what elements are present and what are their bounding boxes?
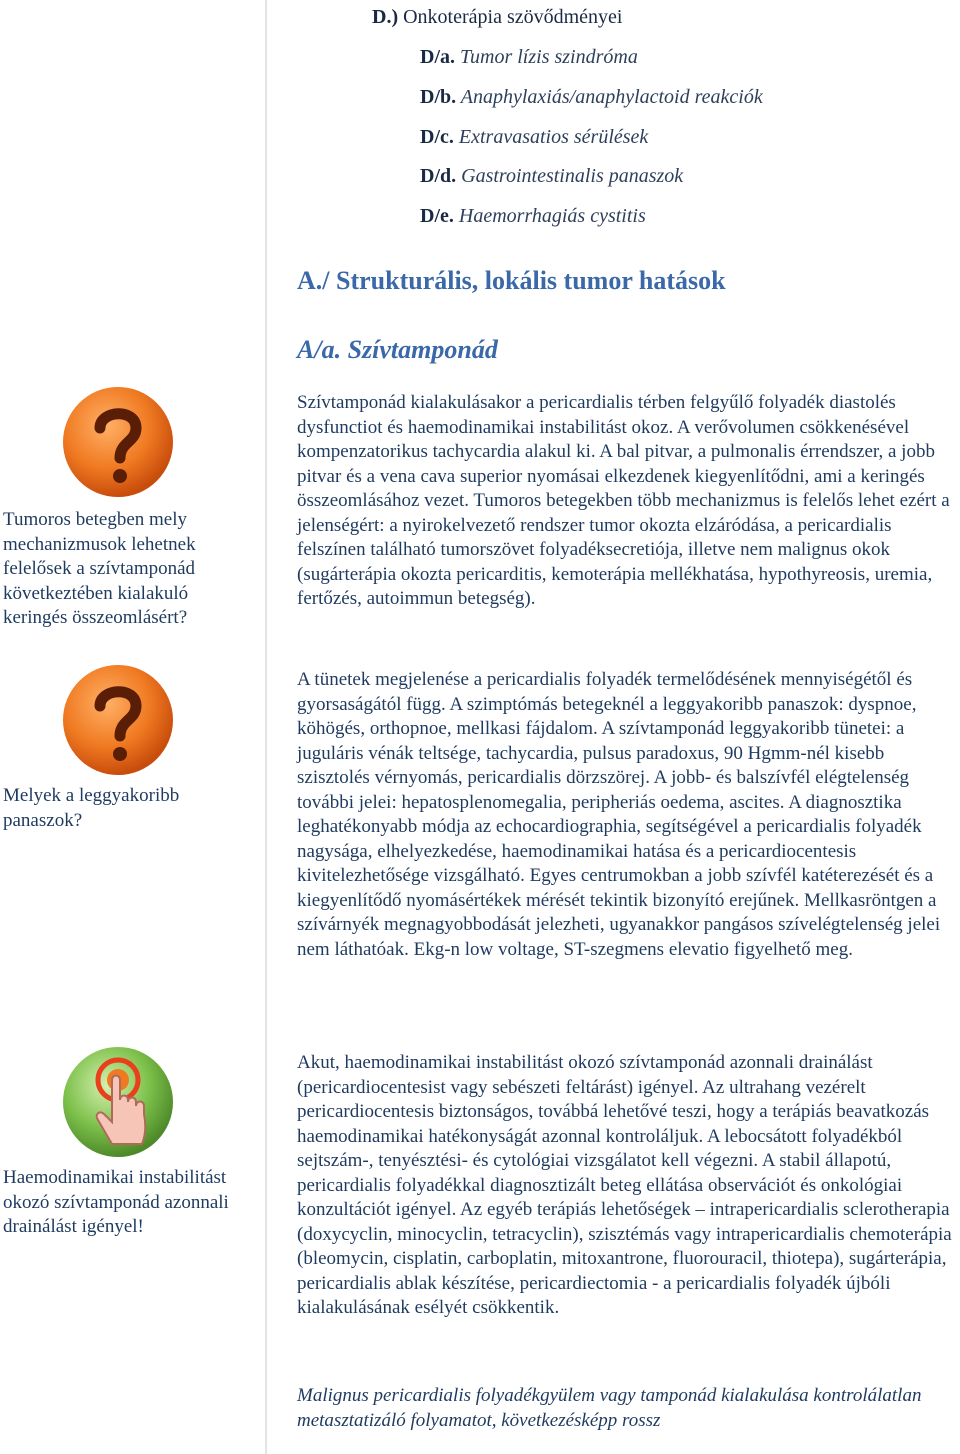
- question-mark-icon: [60, 662, 176, 778]
- outline-item-code: D/c.: [420, 126, 454, 148]
- outline-heading-label: D.): [372, 6, 399, 28]
- outline-item-text: Haemorrhagiás cystitis: [458, 205, 646, 227]
- sidebar-note-mechanisms: Tumoros betegben mely mechanizmusok lehetnek felelősek a szívtamponád következtében kialakuló keringés összeomlásért?: [3, 509, 196, 628]
- outline-item-text: Tumor lízis szindróma: [460, 46, 638, 68]
- outline-item-code: D/d.: [420, 165, 457, 187]
- outline-item-text: Extravasatios sérülések: [458, 126, 649, 148]
- outline-heading: [372, 6, 622, 29]
- outline-item-code: D/a.: [420, 46, 455, 68]
- outline-item-text: Gastrointestinalis panaszok: [461, 165, 684, 187]
- outline-item: [420, 46, 638, 69]
- paragraph-prognosis: Malignus pericardialis folyadékgyülem vagy tamponád kialakulása kontrolálatlan metasztatizáló folyamatot, következésképp rossz: [297, 1385, 922, 1431]
- outline-item: [420, 86, 763, 109]
- outline-heading-text: Onkoterápia szövődményei: [403, 6, 623, 28]
- subsection-title: A/a. Szívtamponád: [297, 335, 498, 364]
- outline-item: [420, 126, 648, 149]
- outline-item: [420, 205, 646, 228]
- section-title: A./ Strukturális, lokális tumor hatások: [297, 266, 726, 295]
- paragraph-treatment: Akut, haemodinamikai instabilitást okozó szívtamponád azonnali drainálást (pericardiocentesist vagy sebészeti feltárást) igényel. Az ultrahang vezérelt pericardiocentesis biztonságos, továbbá lehetővé teszi, hogy a terápiás beavatkozás haemodinamikai hatékonyságát azonnal kontroláljuk. A lebocsátott folyadékból sejtszám-, tenyésztési- és cytológiai vizsgálatot kell végezni. A stabil állapotú, pericardialis folyadékkal diagnosztizált beteg ellátása observációt és onkológiai konzultációt igényel. Az egyéb terápiás lehetőségek – intrapericardialis sclerotherapia (doxycyclin, minocyclin, tetracyclin), szisztémás vagy intrapericardialis chemoterápia (bleomycin, cisplatin, carboplatin, mitoxantrone, fluorouracil, thiotepa), sugárterápia, pericardialis ablak készítése, pericardiectomia - a pericardialis folyadék újbóli kialakulásának esélyét csökkentik.: [297, 1052, 952, 1318]
- paragraph-mechanism: Szívtamponád kialakulásakor a pericardialis térben felgyűlő folyadék diastolés dysfunctiot és haemodinamikai instabilitást okoz. A verővolumen csökkenésével kompenzatorikus tachycardia alakul ki. A bal pitvar, a pulmonalis érrendszer, a jobb pitvar és a vena cava superior nyomásai elkezdenek kiegyenlítődni, ami a keringés összeomlásához vezet. Tumoros betegekben több mechanizmus is felelős lehet ezért a jelenségért: a nyirokelvezető rendszer tumor okozta elzáródása, a pericardialis felszínen található tumorszövet folyadéksecretiója, illetve nem malignus okok (sugárterápia okozta pericarditis, kemoterápia mellékhatása, hypothyreosis, uremia, fertőzés, autoimmun betegség).: [297, 392, 950, 609]
- outline-item-code: D/e.: [420, 205, 454, 227]
- outline-item: [420, 165, 683, 188]
- touch-button-icon: [60, 1044, 176, 1160]
- paragraph-symptoms: A tünetek megjelenése a pericardialis folyadék termelődésének mennyiségétől és gyorsaságától függ. A szimptómás betegeknél a leggyakoribb panaszok: dyspnoe, köhögés, orthopnoe, mellkasi fájdalom. A szívtamponád leggyakoribb tünetei: a juguláris vénák teltsége, tachycardia, pulsus paradoxus, 90 Hgmm-nél kisebb szisztolés vérnyomás, pericardialis dörzszörej. A jobb- és balszívfél elégtelenség további jelei: hepatosplenomegalia, peripheriás oedema, ascites. A diagnosztika leghatékonyabb módja az echocardiographia, segítségével a pericardialis folyadék nagysága, elhelyezkedése, haemodinamikai hatása és a pericardiocentesis kivitelezhetősége vizsgálható. Egyes centrumokban a jobb szívfél katéterezését és a kiegyenlítődő nyomásértékek mérését tekintik bizonyító erejűnek. Mellkasröntgen a szívárnyék megnagyobbodását jelezheti, ugyanakkor pangásos szívelégtelenség jelei nem láthatóak. Ekg-n low voltage, ST-szegmens elevatio figyelhető meg.: [297, 669, 941, 960]
- question-mark-icon: [60, 384, 176, 500]
- outline-item-code: D/b.: [420, 86, 457, 108]
- sidebar: [0, 0, 265, 1454]
- column-divider: [265, 0, 267, 1454]
- outline-item-text: Anaphylaxiás/anaphylactoid reakciók: [460, 86, 763, 108]
- sidebar-note-drainage: Haemodinamikai instabilitást okozó szívtamponád azonnali drainálást igényel!: [3, 1167, 229, 1237]
- sidebar-note-complaints: Melyek a leggyakoribb panaszok?: [3, 785, 180, 831]
